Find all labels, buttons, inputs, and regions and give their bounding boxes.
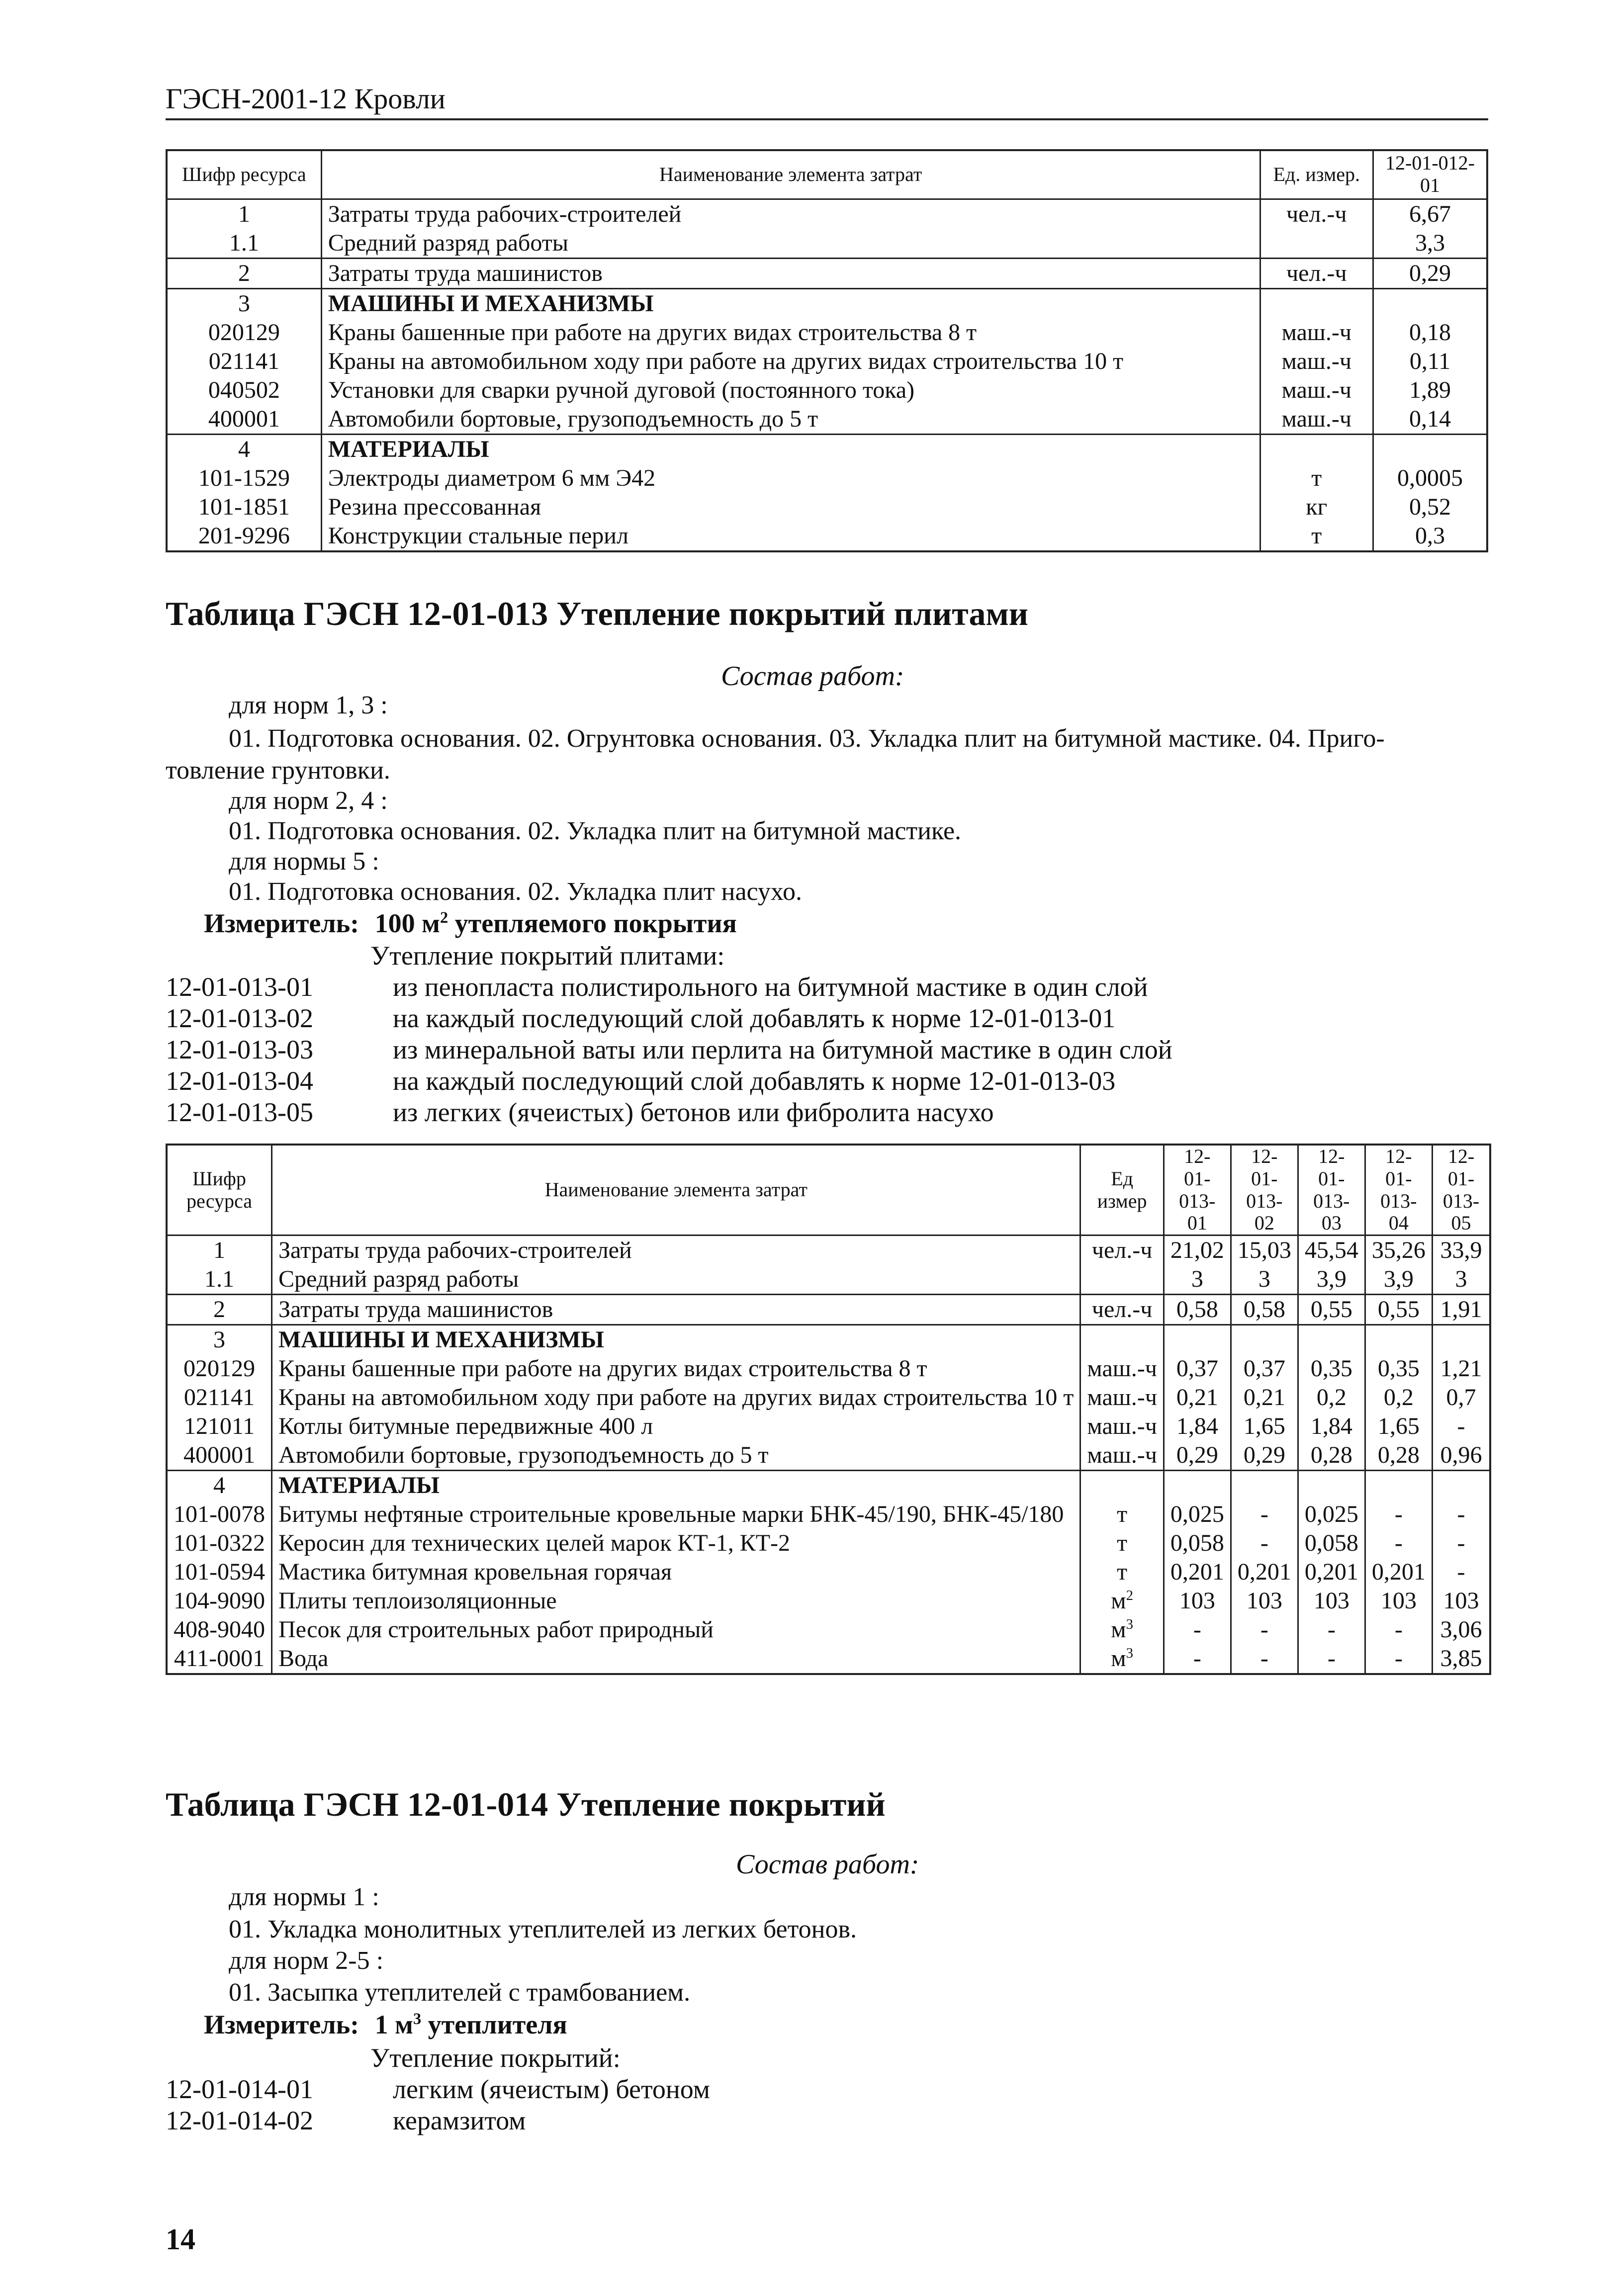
norm-code: 12-01-014-01 <box>166 2074 313 2104</box>
norm-description: из пенопласта полистирольного на битумной мастике в один слой <box>393 972 1148 1002</box>
header-norm: 12-01-013-02 <box>1231 1145 1298 1236</box>
header-norm: 12-01-013-01 <box>1164 1145 1231 1236</box>
resource-name: Затраты труда рабочих-строителей <box>271 1236 1080 1265</box>
unit-cell: маш.-ч <box>1260 347 1373 376</box>
resource-name: Средний разряд работы <box>321 229 1260 259</box>
works-text: 01. Подготовка основания. 02. Укладка плит насухо. <box>229 878 802 906</box>
norm-value: - <box>1432 1412 1490 1441</box>
norm-value: 0,201 <box>1365 1558 1432 1587</box>
resource-code: 4 <box>167 434 321 464</box>
norms-group-label: для норм 2-5 : <box>229 1946 384 1975</box>
unit-cell <box>1080 1471 1164 1501</box>
norms-group-label: для нормы 1 : <box>229 1883 379 1911</box>
norm-value: 103 <box>1231 1587 1298 1615</box>
norm-value: - <box>1298 1644 1365 1674</box>
resource-code: 3 <box>167 288 321 318</box>
unit-cell: чел.-ч <box>1080 1236 1164 1265</box>
norm-value: 1,84 <box>1298 1412 1365 1441</box>
norm-value: 1,21 <box>1432 1354 1490 1383</box>
norm-code: 12-01-013-05 <box>166 1097 313 1127</box>
norm-value <box>1365 1325 1432 1355</box>
unit-cell: т <box>1260 522 1373 551</box>
resource-code: 2 <box>167 258 321 288</box>
norm-value: - <box>1298 1615 1365 1644</box>
resource-code: 021141 <box>167 1383 271 1412</box>
norm-value: 0,58 <box>1231 1295 1298 1325</box>
norm-value: 0,14 <box>1373 405 1487 435</box>
measure-label: Измеритель: <box>204 908 359 938</box>
norm-value: - <box>1432 1558 1490 1587</box>
norm-value: - <box>1231 1644 1298 1674</box>
norm-value: 0,28 <box>1298 1441 1365 1471</box>
norm-value: 3 <box>1231 1265 1298 1295</box>
table-row <box>167 464 1487 493</box>
resource-table-013 <box>166 1144 1491 1675</box>
norm-code: 12-01-013-03 <box>166 1035 313 1064</box>
norm-value: - <box>1164 1615 1231 1644</box>
unit-cell: кг <box>1260 493 1373 522</box>
resource-code: 1.1 <box>167 1265 271 1295</box>
norm-value: - <box>1365 1615 1432 1644</box>
table-row <box>167 1615 1490 1644</box>
norm-value: 0,21 <box>1231 1383 1298 1412</box>
resource-name: Затраты труда рабочих-строителей <box>321 199 1260 229</box>
norm-value <box>1298 1471 1365 1501</box>
table-row <box>167 318 1487 347</box>
unit-cell: маш.-ч <box>1080 1412 1164 1441</box>
norm-code: 12-01-013-02 <box>166 1003 313 1033</box>
works-text: 01. Засыпка утеплителей с трамбованием. <box>229 1978 691 2007</box>
norm-value: 0,3 <box>1373 522 1487 551</box>
norms-group-label: для норм 1, 3 : <box>229 691 388 719</box>
resource-code: 101-1529 <box>167 464 321 493</box>
resource-code: 1 <box>167 199 321 229</box>
measure-value: 100 $м^2$ утепляемого покрытия <box>374 908 737 938</box>
unit-cell: маш.-ч <box>1080 1383 1164 1412</box>
norm-value: 0,35 <box>1298 1354 1365 1383</box>
table-row <box>167 493 1487 522</box>
resource-name: Резина прессованная <box>321 493 1260 522</box>
norms-group-label: для нормы 5 : <box>229 847 379 876</box>
table-row <box>167 1500 1490 1529</box>
unit-cell: т <box>1080 1529 1164 1558</box>
norm-value: 0,201 <box>1298 1558 1365 1587</box>
unit-cell <box>1080 1265 1164 1295</box>
norm-value: 3,9 <box>1365 1265 1432 1295</box>
table-row <box>167 288 1487 318</box>
resource-code: 040502 <box>167 376 321 405</box>
unit-cell: чел.-ч <box>1080 1295 1164 1325</box>
norm-value: 3,85 <box>1432 1644 1490 1674</box>
resource-code: 201-9296 <box>167 522 321 551</box>
norm-value: 0,11 <box>1373 347 1487 376</box>
norm-value: 3,3 <box>1373 229 1487 259</box>
unit-cell: маш.-ч <box>1260 318 1373 347</box>
table-row <box>167 434 1487 464</box>
norm-value: 0,2 <box>1298 1383 1365 1412</box>
resource-code: 400001 <box>167 405 321 435</box>
norm-value: 103 <box>1432 1587 1490 1615</box>
resource-code: 411-0001 <box>167 1644 271 1674</box>
resource-name: Краны на автомобильном ходу при работе на других видах строительства 10 т <box>321 347 1260 376</box>
norm-value: 45,54 <box>1298 1236 1365 1265</box>
norm-value: 21,02 <box>1164 1236 1231 1265</box>
unit-cell: маш.-ч <box>1080 1354 1164 1383</box>
unit-cell: маш.-ч <box>1080 1441 1164 1471</box>
table-row <box>167 1644 1490 1674</box>
norm-value <box>1231 1325 1298 1355</box>
table-row <box>167 347 1487 376</box>
norm-description: на каждый последующий слой добавлять к норме 12-01-013-03 <box>393 1066 1116 1096</box>
norm-value: 0,29 <box>1164 1441 1231 1471</box>
norm-value: 0,96 <box>1432 1441 1490 1471</box>
resource-name: Средний разряд работы <box>271 1265 1080 1295</box>
table-row <box>167 229 1487 259</box>
norms-group-label: для норм 2, 4 : <box>229 787 388 815</box>
norm-value: 3,06 <box>1432 1615 1490 1644</box>
norm-value: 1,65 <box>1231 1412 1298 1441</box>
works-text: 01. Подготовка основания. 02. Укладка плит на битумной мастике. <box>229 817 962 845</box>
resource-name: Краны башенные при работе на других видах строительства 8 т <box>271 1354 1080 1383</box>
unit-cell: чел.-ч <box>1260 258 1373 288</box>
resource-table-012 <box>166 149 1488 552</box>
norm-value <box>1373 434 1487 464</box>
works-text: 01. Подготовка основания. 02. Огрунтовка основания. 03. Укладка плит на битумной мастике. 04. Приго- <box>229 724 1385 753</box>
resource-code: 1 <box>167 1236 271 1265</box>
table-row <box>167 376 1487 405</box>
resource-name: Керосин для технических целей марок КТ-1, КТ-2 <box>271 1529 1080 1558</box>
resource-name: Краны на автомобильном ходу при работе на других видах строительства 10 т <box>271 1383 1080 1412</box>
unit-cell: т <box>1080 1500 1164 1529</box>
resource-code: 3 <box>167 1325 271 1355</box>
unit-cell: т <box>1260 464 1373 493</box>
norm-value: 0,35 <box>1365 1354 1432 1383</box>
resource-code: 400001 <box>167 1441 271 1471</box>
resource-name: МАШИНЫ И МЕХАНИЗМЫ <box>321 288 1260 318</box>
norm-value: 1,89 <box>1373 376 1487 405</box>
resource-name: Установки для сварки ручной дуговой (постоянного тока) <box>321 376 1260 405</box>
norm-value <box>1432 1471 1490 1501</box>
header-norm: 12-01-012-01 <box>1373 150 1487 199</box>
resource-name: МАТЕРИАЛЫ <box>271 1471 1080 1501</box>
norm-value <box>1164 1471 1231 1501</box>
resource-name: Автомобили бортовые, грузоподъемность до 5 т <box>271 1441 1080 1471</box>
norm-value: - <box>1365 1644 1432 1674</box>
norm-value: - <box>1365 1500 1432 1529</box>
norm-value: 0,18 <box>1373 318 1487 347</box>
table-row <box>167 405 1487 435</box>
norm-value: 0,28 <box>1365 1441 1432 1471</box>
resource-code: 101-0322 <box>167 1529 271 1558</box>
resource-name: Песок для строительных работ природный <box>271 1615 1080 1644</box>
table-row <box>167 199 1487 229</box>
norm-value: 0,058 <box>1298 1529 1365 1558</box>
table-row <box>167 1383 1490 1412</box>
resource-code: 101-1851 <box>167 493 321 522</box>
norm-value: 0,025 <box>1298 1500 1365 1529</box>
resource-code: 020129 <box>167 1354 271 1383</box>
norm-value: 0,29 <box>1373 258 1487 288</box>
norm-value: 35,26 <box>1365 1236 1432 1265</box>
section-title-014: Таблица ГЭСН 12-01-014 Утепление покрытий <box>166 1785 886 1823</box>
table-row <box>167 1265 1490 1295</box>
resource-code: 1.1 <box>167 229 321 259</box>
norm-value <box>1298 1325 1365 1355</box>
resource-name: Котлы битумные передвижные 400 л <box>271 1412 1080 1441</box>
resource-name: Электроды диаметром 6 мм Э42 <box>321 464 1260 493</box>
unit-cell: $м^3$ <box>1080 1644 1164 1674</box>
norm-value: 3,9 <box>1298 1265 1365 1295</box>
resource-code: 021141 <box>167 347 321 376</box>
norm-description: из легких (ячеистых) бетонов или фибролита насухо <box>393 1097 994 1127</box>
norm-value: 103 <box>1298 1587 1365 1615</box>
header-code: Шифр ресурса <box>167 1145 271 1236</box>
norm-value <box>1231 1471 1298 1501</box>
running-header: ГЭСН-2001-12 Кровли <box>166 85 1488 120</box>
header-name: Наименование элемента затрат <box>321 150 1260 199</box>
norm-value <box>1365 1471 1432 1501</box>
measure-label: Измеритель: <box>204 2010 359 2039</box>
norm-value: 3 <box>1164 1265 1231 1295</box>
resource-name: Затраты труда машинистов <box>321 258 1260 288</box>
norm-value: 103 <box>1164 1587 1231 1615</box>
measure-line-014 <box>204 2011 567 2038</box>
norm-value: 0,2 <box>1365 1383 1432 1412</box>
unit-cell: $м^3$ <box>1080 1615 1164 1644</box>
resource-name: Конструкции стальные перил <box>321 522 1260 551</box>
norm-description: на каждый последующий слой добавлять к норме 12-01-013-01 <box>393 1003 1116 1033</box>
unit-cell <box>1260 229 1373 259</box>
table-row <box>167 1325 1490 1355</box>
norm-value: 0,0005 <box>1373 464 1487 493</box>
norm-value: 1,84 <box>1164 1412 1231 1441</box>
table-row <box>167 1441 1490 1471</box>
norm-value: 0,37 <box>1231 1354 1298 1383</box>
table-row <box>167 258 1487 288</box>
unit-cell: $м^2$ <box>1080 1587 1164 1615</box>
resource-code: 408-9040 <box>167 1615 271 1644</box>
unit-cell: маш.-ч <box>1260 376 1373 405</box>
norm-value: 0,025 <box>1164 1500 1231 1529</box>
norm-value <box>1432 1325 1490 1355</box>
norm-value: 0,21 <box>1164 1383 1231 1412</box>
norm-value: 15,03 <box>1231 1236 1298 1265</box>
norms-intro: Утепление покрытий плитами: <box>370 941 725 971</box>
norm-value: 0,7 <box>1432 1383 1490 1412</box>
norm-value: - <box>1365 1529 1432 1558</box>
norm-value: 0,201 <box>1231 1558 1298 1587</box>
works-text: товление грунтовки. <box>166 756 390 785</box>
work-composition-title-013: Состав работ: <box>721 661 904 692</box>
header-norm: 12-01-013-03 <box>1298 1145 1365 1236</box>
norm-value: 1,91 <box>1432 1295 1490 1325</box>
page-number: 14 <box>166 2223 195 2256</box>
table-row <box>167 1471 1490 1501</box>
unit-cell <box>1260 434 1373 464</box>
norm-value: 3 <box>1432 1265 1490 1295</box>
header-code: Шифр ресурса <box>167 150 321 199</box>
resource-name: МАШИНЫ И МЕХАНИЗМЫ <box>271 1325 1080 1355</box>
resource-code: 020129 <box>167 318 321 347</box>
norm-code: 12-01-013-04 <box>166 1066 313 1096</box>
table-row <box>167 1529 1490 1558</box>
resource-name: Битумы нефтяные строительные кровельные марки БНК-45/190, БНК-45/180 <box>271 1500 1080 1529</box>
norm-value: - <box>1432 1500 1490 1529</box>
resource-code: 104-9090 <box>167 1587 271 1615</box>
unit-cell <box>1080 1325 1164 1355</box>
resource-name: Вода <box>271 1644 1080 1674</box>
resource-code: 2 <box>167 1295 271 1325</box>
norm-value: 0,55 <box>1298 1295 1365 1325</box>
header-unit: Ед. измер. <box>1260 150 1373 199</box>
header-name: Наименование элемента затрат <box>271 1145 1080 1236</box>
section-title-013: Таблица ГЭСН 12-01-013 Утепление покрытий плитами <box>166 595 1028 632</box>
norm-value: - <box>1231 1500 1298 1529</box>
header-unit: Ед измер <box>1080 1145 1164 1236</box>
table-row <box>167 1354 1490 1383</box>
norm-value: 0,58 <box>1164 1295 1231 1325</box>
norm-description: керамзитом <box>393 2106 526 2135</box>
work-composition-title-014: Состав работ: <box>736 1849 919 1880</box>
norm-value: 0,201 <box>1164 1558 1231 1587</box>
resource-code: 101-0594 <box>167 1558 271 1587</box>
norm-value: 0,37 <box>1164 1354 1231 1383</box>
header-norm: 12-01-013-04 <box>1365 1145 1432 1236</box>
works-text: 01. Укладка монолитных утеплителей из легких бетонов. <box>229 1915 857 1943</box>
table-row <box>167 1412 1490 1441</box>
resource-code: 101-0078 <box>167 1500 271 1529</box>
table-row <box>167 1236 1490 1265</box>
measure-line-013 <box>204 910 737 937</box>
norm-value <box>1164 1325 1231 1355</box>
resource-code: 4 <box>167 1471 271 1501</box>
norm-value: - <box>1231 1615 1298 1644</box>
measure-value: 1 $м^3$ утеплителя <box>374 2010 567 2039</box>
unit-cell <box>1260 288 1373 318</box>
resource-name: Плиты теплоизоляционные <box>271 1587 1080 1615</box>
resource-name: Автомобили бортовые, грузоподъемность до 5 т <box>321 405 1260 435</box>
norm-value: 33,9 <box>1432 1236 1490 1265</box>
norm-description: из минеральной ваты или перлита на битумной мастике в один слой <box>393 1035 1172 1064</box>
norm-value: 0,52 <box>1373 493 1487 522</box>
unit-cell: маш.-ч <box>1260 405 1373 435</box>
norm-value: 0,55 <box>1365 1295 1432 1325</box>
resource-name: Краны башенные при работе на других видах строительства 8 т <box>321 318 1260 347</box>
norm-value: 103 <box>1365 1587 1432 1615</box>
table-row <box>167 1295 1490 1325</box>
norm-value: - <box>1164 1644 1231 1674</box>
table-row <box>167 1558 1490 1587</box>
norm-value: 0,29 <box>1231 1441 1298 1471</box>
norm-code: 12-01-014-02 <box>166 2106 313 2135</box>
norm-value: - <box>1231 1529 1298 1558</box>
resource-code: 121011 <box>167 1412 271 1441</box>
resource-name: Мастика битумная кровельная горячая <box>271 1558 1080 1587</box>
norm-description: легким (ячеистым) бетоном <box>393 2074 710 2104</box>
table-row <box>167 522 1487 551</box>
norm-value: - <box>1432 1529 1490 1558</box>
unit-cell: чел.-ч <box>1260 199 1373 229</box>
norm-value: 6,67 <box>1373 199 1487 229</box>
resource-name: Затраты труда машинистов <box>271 1295 1080 1325</box>
norm-code: 12-01-013-01 <box>166 972 313 1002</box>
table-row <box>167 1587 1490 1615</box>
norm-value: 1,65 <box>1365 1412 1432 1441</box>
header-norm: 12-01-013-05 <box>1432 1145 1490 1236</box>
norm-value <box>1373 288 1487 318</box>
norm-value: 0,058 <box>1164 1529 1231 1558</box>
unit-cell: т <box>1080 1558 1164 1587</box>
norms-intro: Утепление покрытий: <box>370 2043 621 2073</box>
resource-name: МАТЕРИАЛЫ <box>321 434 1260 464</box>
